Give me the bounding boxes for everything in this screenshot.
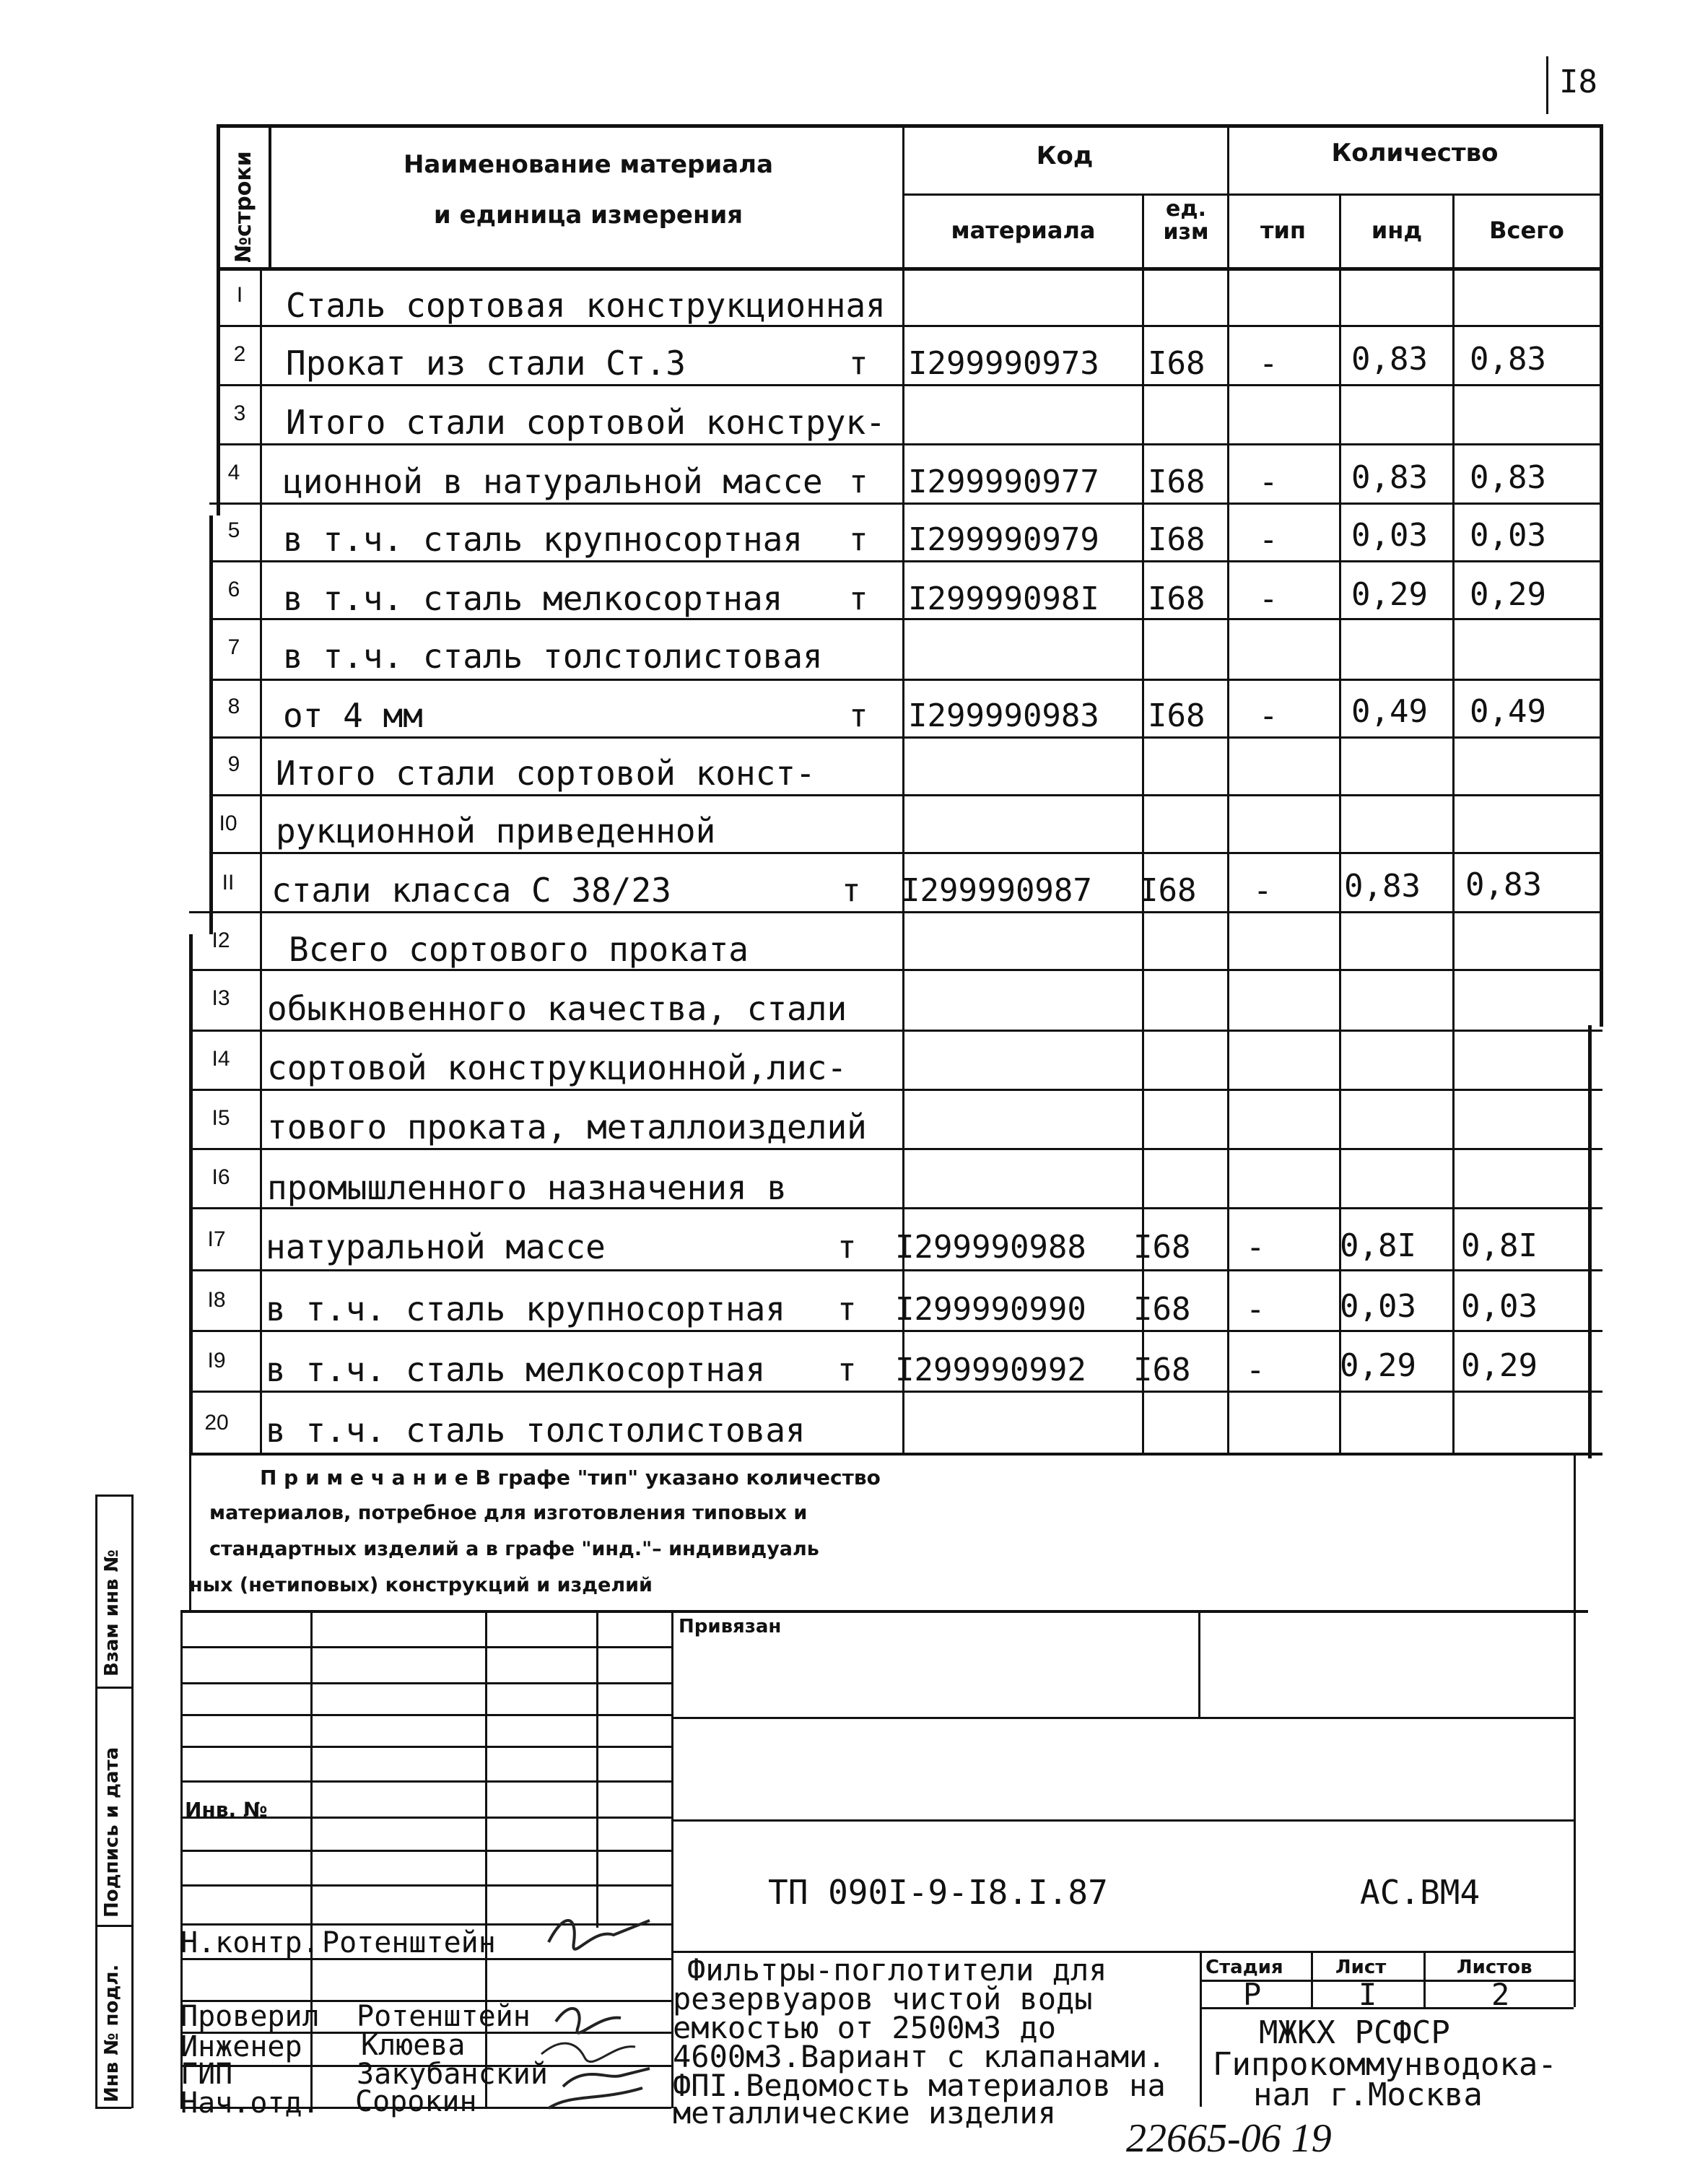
- unit-header: ед. изм: [1163, 196, 1209, 245]
- unit-mark: т: [837, 1352, 857, 1388]
- total-value: 0,83: [1465, 866, 1542, 903]
- note-line: П р и м е ч а н и е В графе "тип" указано количество: [260, 1466, 881, 1489]
- unit-code: I68: [1133, 1291, 1191, 1328]
- unit-code: I68: [1148, 464, 1205, 500]
- row-number: 7: [227, 635, 240, 659]
- type-value: -: [1246, 1229, 1265, 1266]
- name-header-line2: и единица измерения: [433, 201, 744, 230]
- unit-code: I68: [1133, 1229, 1191, 1266]
- side-label-vzam: Взам инв №: [101, 1549, 123, 1676]
- row-number: II: [222, 871, 235, 895]
- type-value: -: [1259, 464, 1278, 500]
- total-value: 0,49: [1470, 693, 1546, 730]
- total-value: 0,29: [1470, 576, 1546, 613]
- privyazan-label: Привязан: [679, 1616, 782, 1637]
- row-number: I4: [212, 1047, 230, 1071]
- row-number: I8: [207, 1288, 226, 1312]
- material-code: I299990983: [908, 697, 1099, 734]
- ind-value: 0,83: [1344, 868, 1421, 905]
- row-name: промышленного назначения в: [267, 1168, 788, 1207]
- row-name: стали класса С 38/23: [271, 871, 671, 910]
- row-number-header: №строки: [231, 151, 256, 263]
- row-name: сортовой конструкционной,лис-: [267, 1048, 847, 1087]
- row-name: в т.ч. сталь мелкосортная: [266, 1350, 766, 1389]
- row-number: 8: [227, 695, 240, 718]
- material-code: I299990973: [908, 345, 1099, 382]
- signature-marks: [534, 1899, 679, 2115]
- inv-no-label: Инв. №: [185, 1798, 268, 1822]
- signer-name: Сорокин: [355, 2085, 477, 2118]
- unit-code: I68: [1139, 872, 1197, 909]
- unit-code: I68: [1148, 580, 1205, 617]
- material-code: I299990977: [908, 464, 1099, 500]
- unit-code: I68: [1148, 345, 1205, 382]
- listov-label: Листов: [1457, 1957, 1532, 1978]
- row-number: I3: [212, 986, 230, 1010]
- unit-code: I68: [1148, 521, 1205, 558]
- row-name: рукционной приведенной: [276, 812, 716, 850]
- row-number: I5: [212, 1106, 230, 1130]
- total-header: Всего: [1489, 217, 1564, 244]
- row-name: в т.ч. сталь мелкосортная: [283, 579, 783, 618]
- note-line: материалов, потребное для изготовления типовых и: [209, 1502, 808, 1524]
- material-code: I299990988: [895, 1229, 1086, 1266]
- ind-header: инд: [1371, 217, 1423, 244]
- material-code: I29999098I: [908, 580, 1099, 617]
- material-header: материала: [951, 217, 1096, 244]
- total-value: 0,29: [1461, 1347, 1538, 1384]
- row-name: Итого стали сортовой конструк-: [286, 403, 886, 442]
- row-number: 2: [233, 342, 246, 366]
- type-value: -: [1246, 1291, 1265, 1328]
- title-line: емкостью от 2500м3 до: [673, 2010, 1057, 2045]
- total-value: 0,8I: [1461, 1227, 1538, 1264]
- org-line: Гипрокоммунводока-: [1213, 2046, 1557, 2083]
- material-code: I299990979: [908, 521, 1099, 558]
- stadia-label: Стадия: [1205, 1957, 1283, 1978]
- row-number: 9: [227, 752, 240, 776]
- signer-role: ГИП: [180, 2058, 233, 2091]
- type-header: тип: [1260, 217, 1307, 244]
- row-number: I: [236, 283, 243, 307]
- ind-value: 0,29: [1351, 576, 1428, 613]
- row-name: Всего сортового проката: [289, 930, 749, 969]
- row-name: в т.ч. сталь крупносортная: [266, 1289, 786, 1328]
- org-line: нал г.Москва: [1253, 2076, 1483, 2113]
- document-mark: АС.ВМ4: [1360, 1873, 1481, 1912]
- total-value: 0,03: [1461, 1288, 1538, 1325]
- signer-role: Проверил: [180, 2000, 320, 2033]
- signer-name: Клюева: [361, 2029, 466, 2062]
- note-line: стандартных изделий а в графе "инд."– индивидуаль: [209, 1538, 819, 1560]
- org-line: МЖКХ РСФСР: [1259, 2014, 1450, 2051]
- title-line: Фильтры-поглотители для: [687, 1952, 1107, 1988]
- row-name: ционной в натуральной массе: [283, 462, 823, 501]
- unit-mark: т: [849, 697, 868, 734]
- unit-mark: т: [837, 1229, 857, 1266]
- ind-value: 0,03: [1351, 517, 1428, 554]
- stadia-value: Р: [1243, 1977, 1262, 2012]
- row-number: I2: [212, 928, 230, 952]
- type-value: -: [1259, 580, 1278, 617]
- total-value: 0,83: [1470, 459, 1546, 496]
- unit-mark: т: [842, 872, 861, 909]
- quantity-header: Количество: [1331, 139, 1499, 168]
- row-number: I7: [207, 1227, 226, 1251]
- name-header-line1: Наименование материала: [403, 150, 774, 179]
- row-name: Прокат из стали Ст.3: [286, 344, 686, 383]
- type-value: -: [1253, 872, 1273, 909]
- ind-value: 0,49: [1351, 693, 1428, 730]
- signer-name: Ротенштейн: [357, 2000, 531, 2033]
- row-name: в т.ч. сталь толстолистовая: [283, 637, 823, 676]
- document-code: ТП 090I-9-I8.I.87: [768, 1873, 1108, 1912]
- row-name: Итого стали сортовой конст-: [276, 754, 816, 793]
- material-code: I299990990: [895, 1291, 1086, 1328]
- side-label-inv: Инв № подл.: [101, 1964, 123, 2102]
- signer-name: Закубанский: [357, 2058, 548, 2091]
- row-number: I6: [212, 1165, 230, 1189]
- code-header: Код: [1036, 142, 1094, 170]
- row-number: I0: [219, 812, 237, 835]
- page-number: I8: [1559, 64, 1597, 100]
- type-value: -: [1259, 521, 1278, 558]
- title-line: металлические изделия: [673, 2095, 1057, 2131]
- row-name: в т.ч. сталь толстолистовая: [266, 1411, 806, 1450]
- list-label: Лист: [1335, 1957, 1387, 1978]
- unit-code: I68: [1133, 1352, 1191, 1388]
- unit-code: I68: [1148, 697, 1205, 734]
- ind-value: 0,83: [1351, 459, 1428, 496]
- title-line: 4600м3.Вариант с клапанами.: [673, 2039, 1166, 2074]
- type-value: -: [1259, 345, 1278, 382]
- material-code: I299990987: [901, 872, 1092, 909]
- signer-role: Инженер: [180, 2030, 302, 2063]
- unit-mark: т: [849, 521, 868, 558]
- unit-mark: т: [849, 345, 868, 382]
- row-name: в т.ч. сталь крупносортная: [283, 520, 803, 559]
- type-value: -: [1246, 1352, 1265, 1388]
- ind-value: 0,03: [1340, 1288, 1416, 1325]
- row-name: Сталь сортовая конструкционная: [286, 286, 886, 325]
- signer-role: Нач.отд.: [180, 2087, 320, 2120]
- row-number: I9: [207, 1349, 226, 1372]
- row-number: 6: [227, 578, 240, 601]
- note-line: ных (нетиповых) конструкций и изделий: [189, 1574, 653, 1596]
- side-label-podpis: Подпись и дата: [101, 1746, 123, 1918]
- ind-value: 0,8I: [1340, 1227, 1416, 1264]
- title-line: резервуаров чистой воды: [673, 1981, 1093, 2016]
- row-number: 3: [233, 401, 246, 425]
- title-line: ФПI.Ведомость материалов на: [673, 2068, 1166, 2103]
- signer-name: Ротенштейн: [322, 1926, 496, 1959]
- row-name: от 4 мм: [283, 696, 423, 735]
- unit-mark: т: [849, 464, 868, 500]
- row-number: 5: [227, 518, 240, 542]
- total-value: 0,83: [1470, 341, 1546, 378]
- unit-mark: т: [837, 1291, 857, 1328]
- list-value: I: [1359, 1977, 1377, 2012]
- row-name: тового проката, металлоизделий: [267, 1108, 867, 1147]
- footer-number: 22665-06 19: [1126, 2116, 1332, 2161]
- signer-role: Н.контр.: [180, 1926, 320, 1959]
- row-name: натуральной массе: [266, 1227, 606, 1266]
- row-number: 20: [204, 1411, 229, 1435]
- listov-value: 2: [1491, 1977, 1510, 2012]
- ind-value: 0,83: [1351, 341, 1428, 378]
- ind-value: 0,29: [1340, 1347, 1416, 1384]
- row-name: обыкновенного качества, стали: [267, 989, 847, 1028]
- unit-mark: т: [849, 580, 868, 617]
- total-value: 0,03: [1470, 517, 1546, 554]
- material-code: I299990992: [895, 1352, 1086, 1388]
- row-number: 4: [227, 461, 240, 484]
- type-value: -: [1259, 697, 1278, 734]
